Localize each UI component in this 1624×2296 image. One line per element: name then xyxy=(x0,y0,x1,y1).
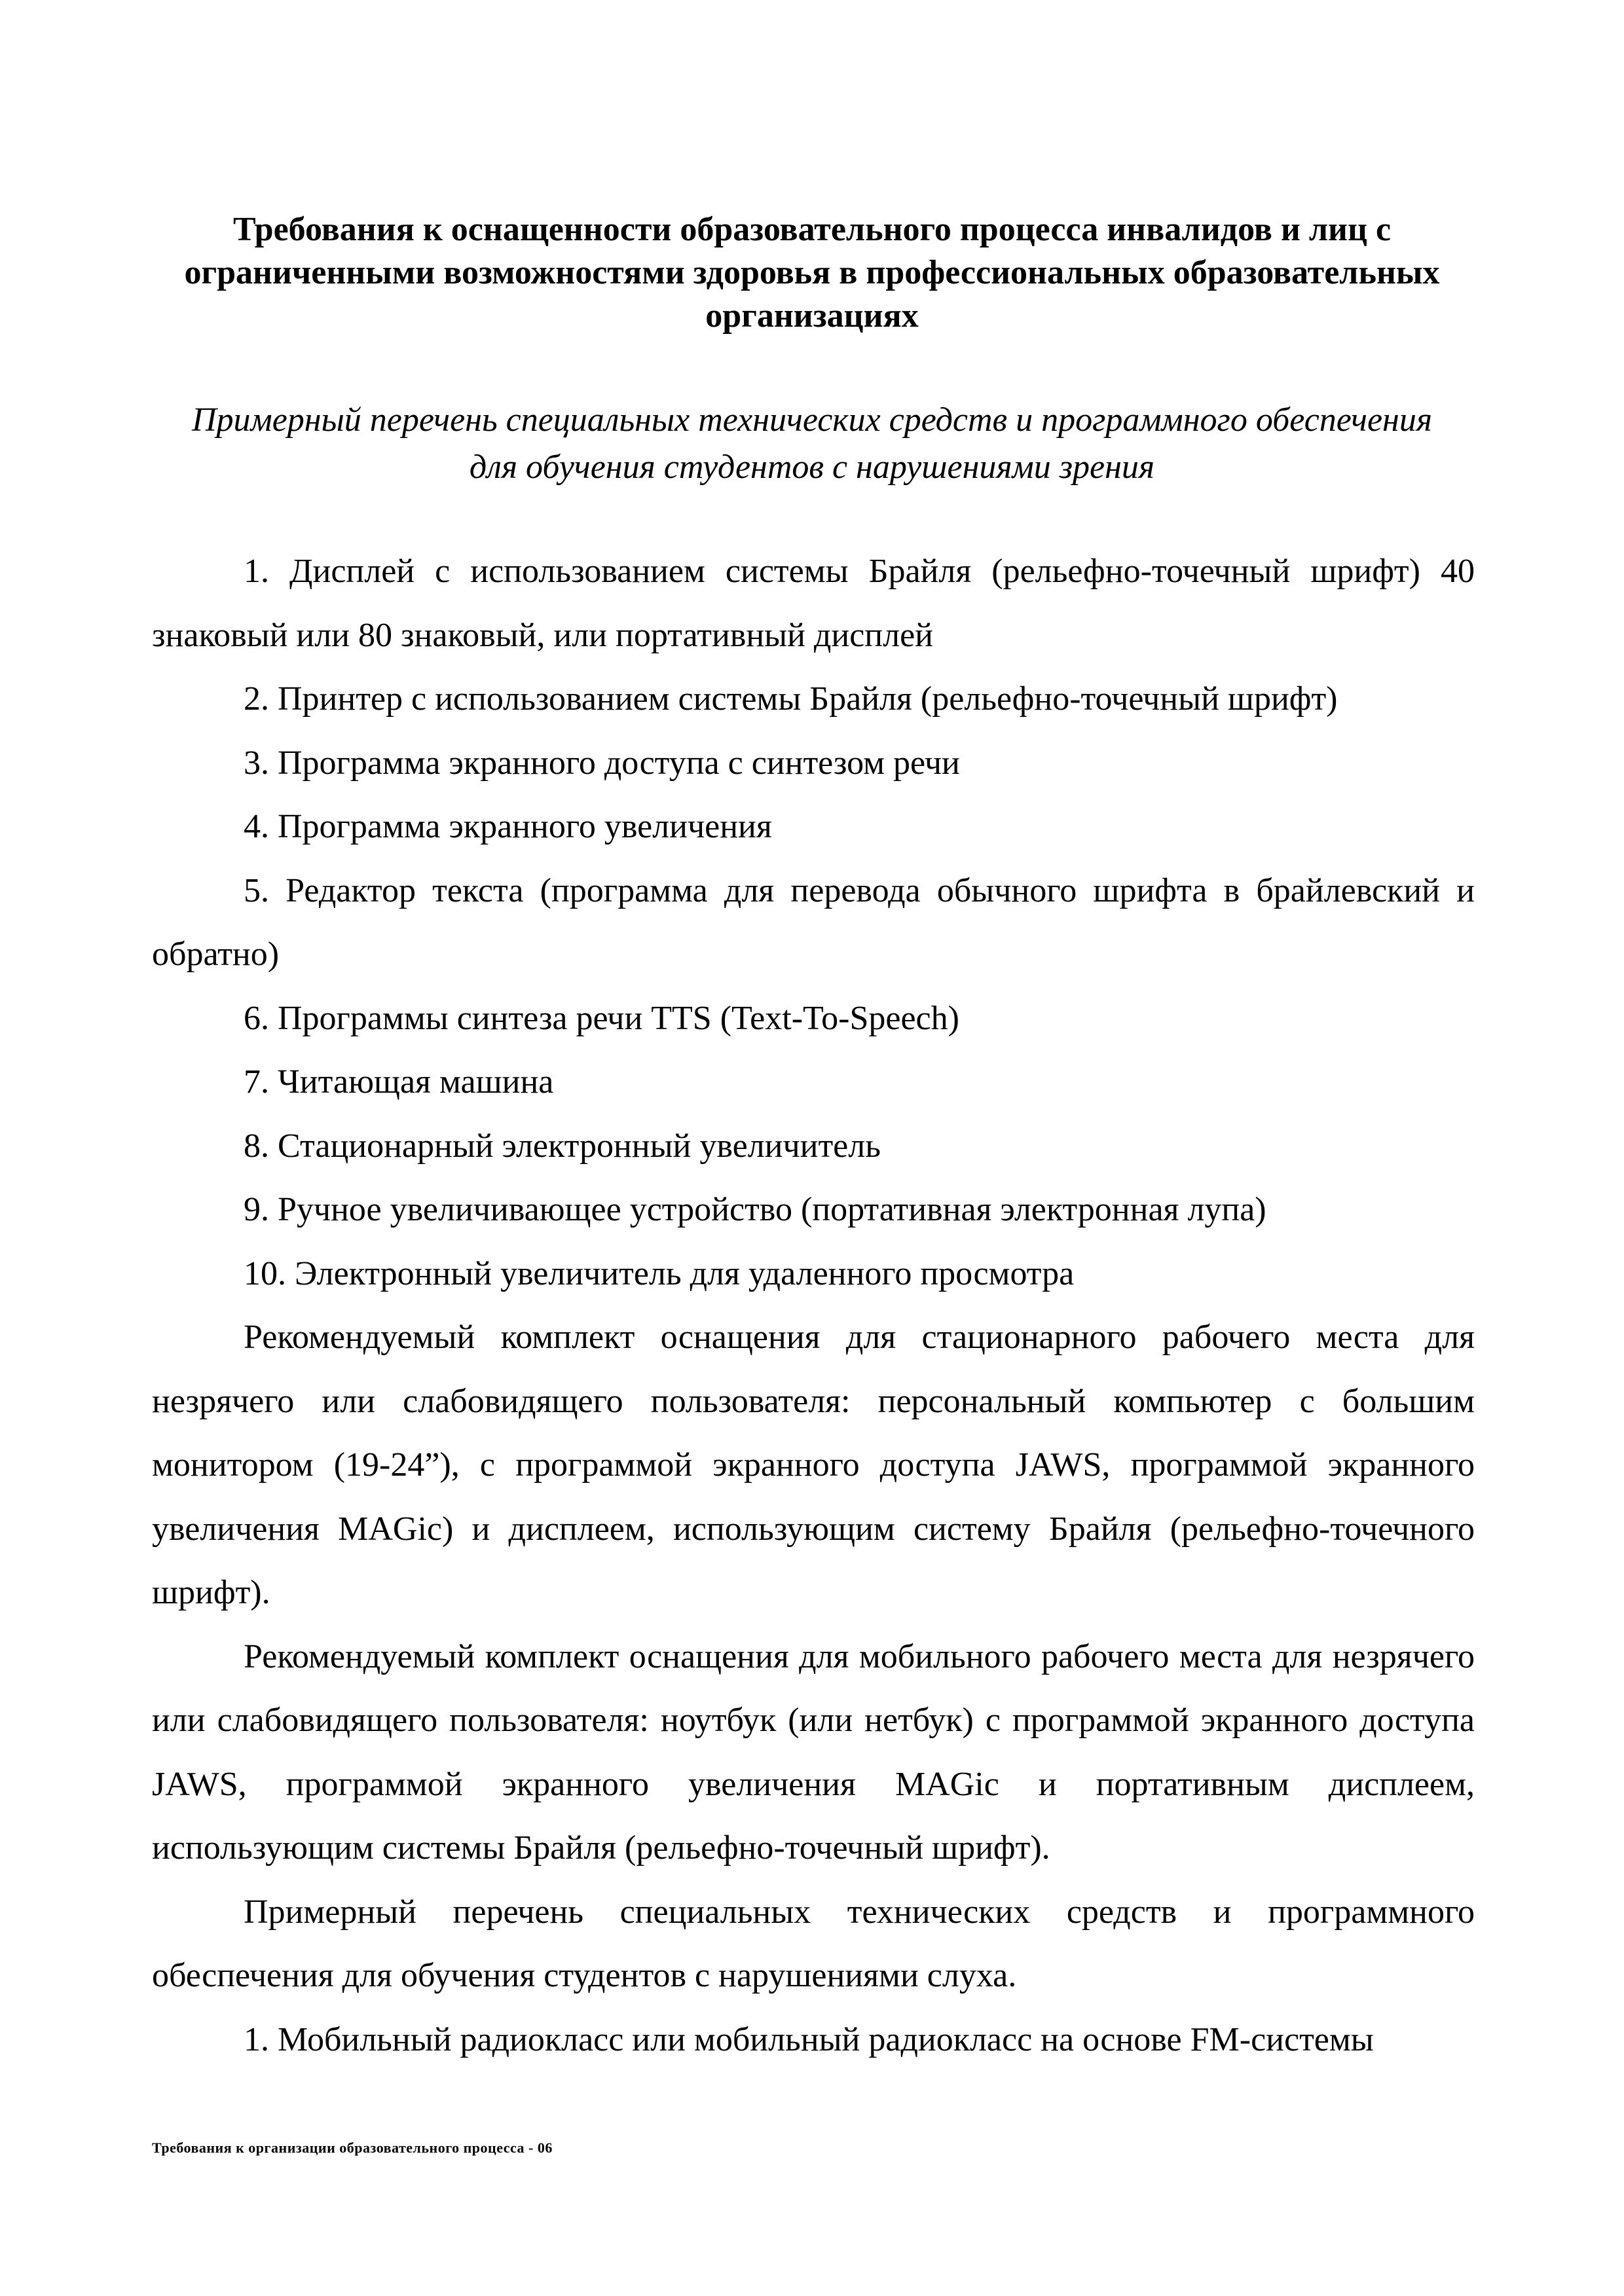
paragraph-mobile-workplace: Рекомендуемый комплект оснащения для мобильного рабочего места для незрячего или слабовидящего пользователя: ноутбук (или нетбук) с программой экранного доступа JAWS, программой экранного увеличения MAGic и портативным дисплеем, использующим системы Брайля (рельефно-точечный шрифт). xyxy=(152,1637,1475,1867)
document-body xyxy=(152,539,1475,2071)
list-item: 9. Ручное увеличивающее устройство (портативная электронная лупа) xyxy=(244,1191,1266,1228)
list-item: 3. Программа экранного доступа с синтезом речи xyxy=(244,744,960,782)
page-footer: Требования к организации образовательного процесса - 06 xyxy=(152,2140,553,2156)
paragraph-stationary-workplace: Рекомендуемый комплект оснащения для стационарного рабочего места для незрячего или слабовидящего пользователя: персональный компьютер с большим монитором (19-24”), с программой экранного доступа JAWS, программой экранного увеличения MAGic) и дисплеем, использующим систему Брайля (рельефно-точечного шрифт). xyxy=(152,1319,1475,1611)
list-item: 2. Принтер с использованием системы Брайля (рельефно-точечный шрифт) xyxy=(244,680,1338,718)
list-item: 4. Программа экранного увеличения xyxy=(244,808,772,845)
document-title: Требования к оснащенности образовательного процесса инвалидов и лиц с ограниченными возможностями здоровья в профессиональных образовательных организациях xyxy=(184,211,1440,335)
list-item: 10. Электронный увеличитель для удаленного просмотра xyxy=(244,1254,1075,1292)
list-item: 5. Редактор текста (программа для перевода обычного шрифта в брайлевский и обратно) xyxy=(152,871,1475,973)
paragraph-hearing-intro: Примерный перечень специальных технических средств и программного обеспечения для обучения студентов с нарушениями слуха. xyxy=(152,1893,1475,1994)
list-item: 8. Стационарный электронный увеличитель xyxy=(244,1127,881,1165)
document-subtitle: Примерный перечень специальных технических средств и программного обеспечения для обучения студентов с нарушениями зрения xyxy=(191,401,1433,486)
list-item: 1. Мобильный радиокласс или мобильный радиокласс на основе FM-системы xyxy=(244,2020,1374,2058)
list-item: 1. Дисплей с использованием системы Брайля (рельефно-точечный шрифт) 40 знаковый или 80 знаковый, или портативный дисплей xyxy=(152,553,1475,654)
list-item: 6. Программы синтеза речи TTS (Text-To-Speech) xyxy=(244,999,959,1037)
list-item: 7. Читающая машина xyxy=(244,1063,554,1101)
